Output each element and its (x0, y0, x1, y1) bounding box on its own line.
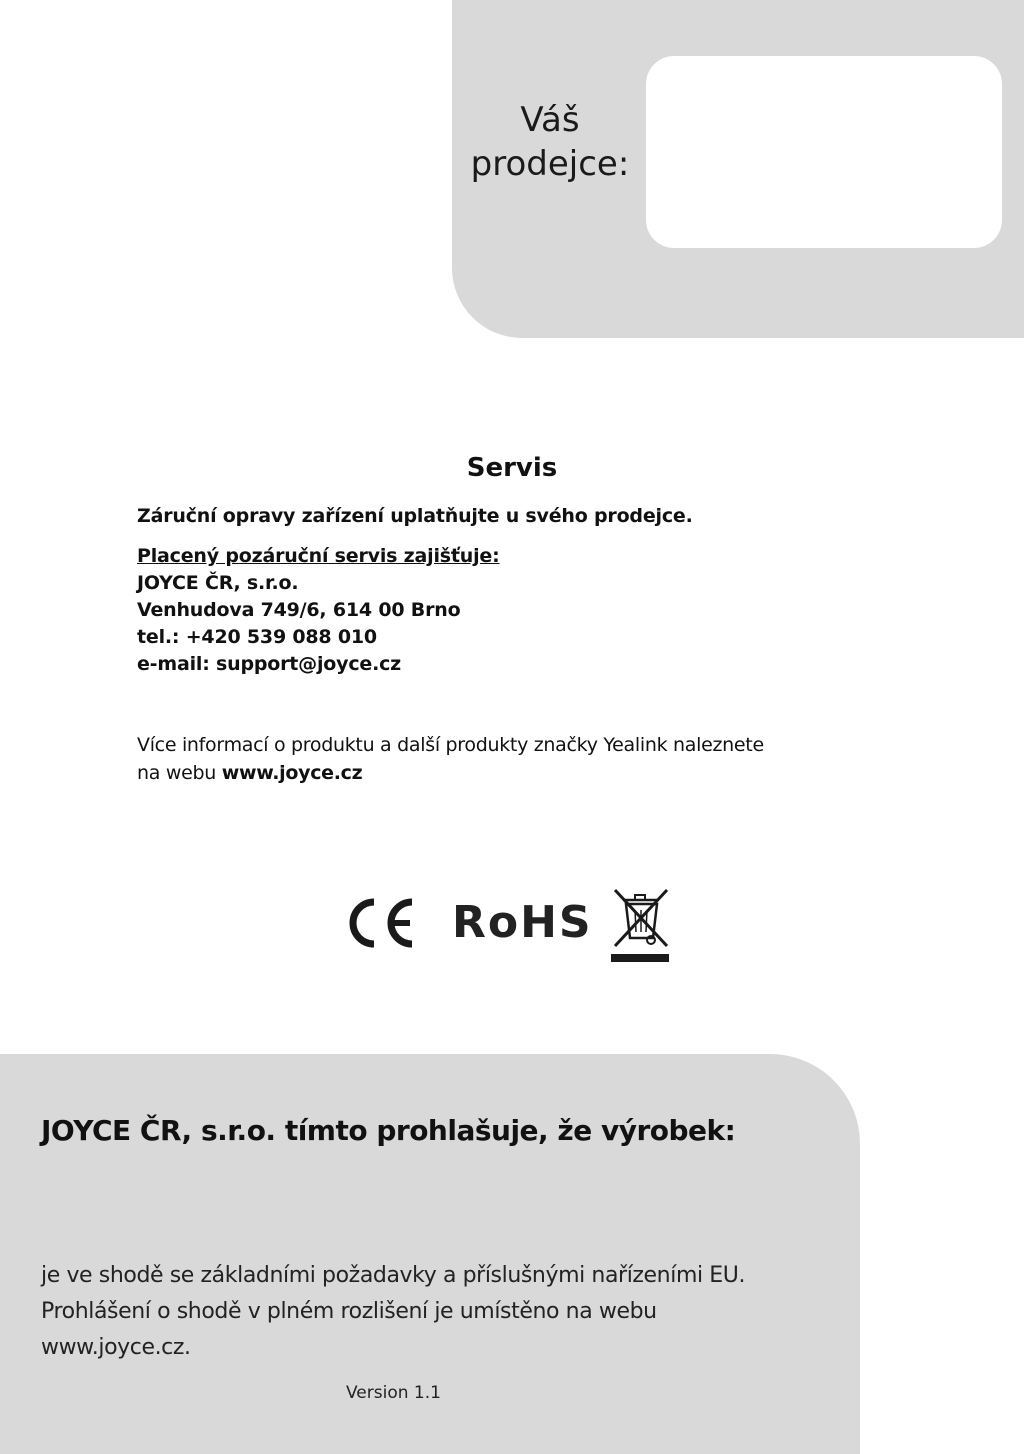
ce-mark-icon (346, 896, 416, 950)
declaration-text (41, 1258, 821, 1366)
rohs-mark: RoHS (452, 897, 593, 948)
service-email: e-mail: support@joyce.cz (137, 653, 402, 675)
dealer-stamp-box (646, 56, 1002, 248)
service-block (137, 503, 837, 678)
service-title: Servis (466, 453, 558, 483)
warranty-text: Záruční opravy zařízení uplatňujte u svého prodejce. (137, 505, 693, 527)
more-info (137, 731, 857, 787)
more-info-prefix: na webu (137, 762, 222, 784)
dealer-label-line2: prodejce: (470, 144, 630, 184)
declaration-line1: je ve shodě se základními požadavky a příslušnými nařízeními EU. (41, 1263, 746, 1288)
declaration-title: JOYCE ČR, s.r.o. tímto prohlašuje, že výrobek: (41, 1114, 736, 1147)
service-address: Venhudova 749/6, 614 00 Brno (137, 599, 461, 621)
declaration-line2: Prohlášení o shodě v plném rozlišení je umístěno na webu (41, 1299, 657, 1324)
dealer-label (470, 98, 630, 186)
more-info-line1: Více informací o produktu a další produkty značky Yealink naleznete (137, 734, 764, 756)
paid-service-heading: Placený pozáruční servis zajišťuje: (137, 545, 500, 567)
service-company: JOYCE ČR, s.r.o. (137, 572, 299, 594)
declaration-line3: www.joyce.cz. (41, 1335, 191, 1360)
website-link[interactable]: www.joyce.cz (221, 762, 363, 784)
service-phone: tel.: +420 539 088 010 (137, 626, 377, 648)
more-info-line2 (137, 759, 857, 787)
version-label: Version 1.1 (346, 1383, 441, 1403)
dealer-label-line1: Váš (520, 100, 580, 140)
weee-bin-icon (609, 886, 671, 964)
